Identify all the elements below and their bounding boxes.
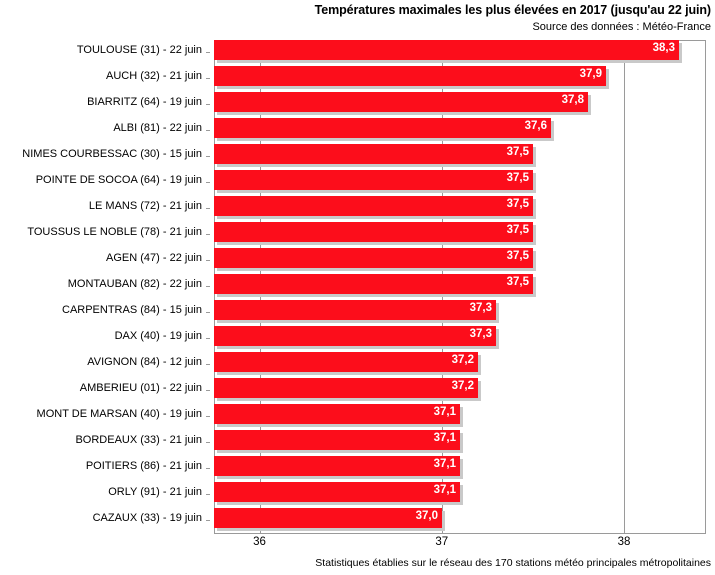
category-tick	[206, 208, 210, 209]
bar-value-label: 37,5	[506, 172, 529, 184]
category-tick	[206, 442, 210, 443]
bar-value-label: 38,3	[652, 42, 675, 54]
bar-value-label: 37,5	[506, 146, 529, 158]
bar-value-label: 37,6	[524, 120, 547, 132]
category-tick	[206, 52, 210, 53]
bar-row	[214, 92, 592, 118]
bar-row	[214, 404, 464, 430]
value-axis-labels	[0, 536, 715, 554]
category-label: CAZAUX (33) - 19 juin	[92, 512, 202, 524]
category-label: TOUSSUS LE NOBLE (78) - 21 juin	[27, 226, 202, 238]
bar-value-label: 37,3	[469, 302, 492, 314]
category-tick	[206, 312, 210, 313]
category-tick	[206, 78, 210, 79]
bar-value-label: 37,3	[469, 328, 492, 340]
category-tick	[206, 468, 210, 469]
bar-row	[214, 456, 464, 482]
bar-row	[214, 196, 537, 222]
chart-subtitle: Source des données : Météo-France	[532, 21, 711, 33]
bar-row	[214, 300, 500, 326]
category-label: NIMES COURBESSAC (30) - 15 juin	[22, 148, 202, 160]
plot-area	[214, 40, 706, 534]
bar-value-label: 37,8	[561, 94, 584, 106]
category-label: LE MANS (72) - 21 juin	[88, 200, 202, 212]
bar-value-label: 37,5	[506, 250, 529, 262]
bar-value-label: 37,9	[579, 68, 602, 80]
bar-row	[214, 378, 482, 404]
category-tick	[206, 338, 210, 339]
bar-row	[214, 170, 537, 196]
category-tick	[206, 182, 210, 183]
category-label: AUCH (32) - 21 juin	[106, 70, 202, 82]
category-tick	[206, 416, 210, 417]
category-tick	[206, 260, 210, 261]
bar-row	[214, 222, 537, 248]
bar-row	[214, 248, 537, 274]
category-tick	[206, 390, 210, 391]
bar-row	[214, 66, 610, 92]
category-tick	[206, 520, 210, 521]
category-label: CARPENTRAS (84) - 15 juin	[62, 304, 202, 316]
bar-value-label: 37,5	[506, 224, 529, 236]
bar-row	[214, 118, 555, 144]
bar-row	[214, 40, 683, 66]
bar-value-label: 37,1	[433, 432, 456, 444]
bar-row	[214, 274, 537, 300]
category-label: POINTE DE SOCOA (64) - 19 juin	[35, 174, 202, 186]
bar-value-label: 37,1	[433, 458, 456, 470]
bar-row	[214, 508, 446, 534]
x-tick-label: 38	[617, 536, 631, 548]
category-tick	[206, 494, 210, 495]
bar[interactable]	[214, 40, 679, 60]
bars-group	[214, 40, 706, 534]
category-label: ORLY (91) - 21 juin	[108, 486, 202, 498]
category-label: BORDEAUX (33) - 21 juin	[75, 434, 202, 446]
bar-value-label: 37,1	[433, 484, 456, 496]
category-label: DAX (40) - 19 juin	[114, 330, 202, 342]
bar-value-label: 37,2	[451, 354, 474, 366]
bar-value-label: 37,2	[451, 380, 474, 392]
bar-row	[214, 430, 464, 456]
chart-title: Températures maximales les plus élevées en 2017 (jusqu'au 22 juin)	[314, 3, 711, 17]
category-label: TOULOUSE (31) - 22 juin	[76, 44, 202, 56]
bar-row	[214, 144, 537, 170]
category-label: BIARRITZ (64) - 19 juin	[87, 96, 202, 108]
chart-footnote: Statistiques établies sur le réseau des 170 stations météo principales métropolitaines	[315, 557, 711, 569]
category-label: MONTAUBAN (82) - 22 juin	[67, 278, 202, 290]
category-tick	[206, 156, 210, 157]
bar-row	[214, 326, 500, 352]
category-label: POITIERS (86) - 21 juin	[85, 460, 202, 472]
category-tick	[206, 104, 210, 105]
category-tick	[206, 130, 210, 131]
x-tick-label: 36	[253, 536, 266, 548]
bar-value-label: 37,5	[506, 198, 529, 210]
category-tick	[206, 286, 210, 287]
category-tick	[206, 364, 210, 365]
bar-value-label: 37,5	[506, 276, 529, 288]
category-axis-labels	[0, 40, 208, 534]
category-label: AVIGNON (84) - 12 juin	[87, 356, 202, 368]
x-tick-label: 37	[435, 536, 449, 548]
category-label: ALBI (81) - 22 juin	[113, 122, 202, 134]
bar-value-label: 37,0	[415, 510, 438, 522]
category-label: AMBERIEU (01) - 22 juin	[79, 382, 202, 394]
bar-value-label: 37,1	[433, 406, 456, 418]
category-tick	[206, 234, 210, 235]
bar-row	[214, 482, 464, 508]
category-label: MONT DE MARSAN (40) - 19 juin	[36, 408, 202, 420]
bar-row	[214, 352, 482, 378]
category-label: AGEN (47) - 22 juin	[106, 252, 202, 264]
